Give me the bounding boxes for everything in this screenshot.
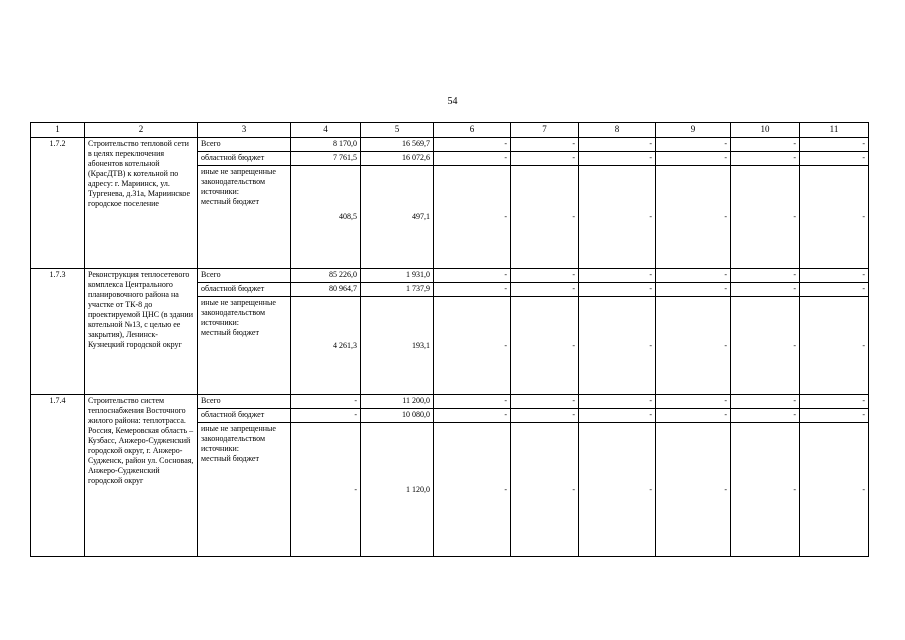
cell-value: - — [434, 297, 511, 395]
cell-value: - — [731, 297, 800, 395]
cell-value: - — [800, 152, 869, 166]
cell-value: - — [434, 395, 511, 409]
cell-value: - — [731, 283, 800, 297]
cell-value: - — [434, 152, 511, 166]
cell-value: - — [434, 269, 511, 283]
cell-value: - — [800, 138, 869, 152]
cell-value: - — [800, 423, 869, 557]
cell-value: 1 737,9 — [361, 283, 434, 297]
cell-value: - — [291, 423, 361, 557]
cell-value: - — [579, 283, 656, 297]
cell-value: - — [656, 423, 731, 557]
cell-value: - — [511, 152, 579, 166]
cell-value: - — [511, 395, 579, 409]
column-header-row — [31, 123, 869, 138]
cell-value: - — [731, 395, 800, 409]
cell-value: - — [579, 395, 656, 409]
column-header: 4 — [291, 123, 361, 138]
funding-source-label: местный бюджет — [201, 328, 259, 337]
cell-value: - — [656, 269, 731, 283]
cell-value: - — [511, 166, 579, 269]
funding-source — [198, 297, 291, 395]
cell-value: - — [731, 138, 800, 152]
cell-value: - — [656, 152, 731, 166]
cell-value: - — [434, 138, 511, 152]
cell-value: - — [800, 269, 869, 283]
cell-value: - — [434, 166, 511, 269]
item-name: Реконструкция теплосетевого комплекса Центрального планировочного района на участке от ТК-8 до проектируемой ЦНС (в здании котельной №13, с целью ее закрытия), Ленинск-Кузнецкий городской округ — [85, 269, 198, 395]
cell-value: 10 080,0 — [361, 409, 434, 423]
cell-value: - — [291, 409, 361, 423]
budget-table — [30, 122, 869, 557]
cell-value: - — [656, 283, 731, 297]
column-header: 11 — [800, 123, 869, 138]
funding-source: областной бюджет — [198, 283, 291, 297]
cell-value: - — [579, 166, 656, 269]
table-row — [31, 395, 869, 409]
cell-value: - — [656, 395, 731, 409]
cell-value: 1 120,0 — [361, 423, 434, 557]
column-header: 6 — [434, 123, 511, 138]
cell-value: - — [731, 152, 800, 166]
funding-source — [198, 423, 291, 557]
column-header: 10 — [731, 123, 800, 138]
column-header: 1 — [31, 123, 85, 138]
item-code: 1.7.2 — [31, 138, 85, 269]
funding-source-note: иные не запрещенные законодательством источники: — [201, 424, 276, 453]
funding-source: областной бюджет — [198, 152, 291, 166]
cell-value: 85 226,0 — [291, 269, 361, 283]
funding-source-label: местный бюджет — [201, 454, 259, 463]
funding-source: Всего — [198, 395, 291, 409]
cell-value: - — [731, 269, 800, 283]
cell-value: 193,1 — [361, 297, 434, 395]
page-number: 54 — [447, 96, 458, 107]
funding-source: областной бюджет — [198, 409, 291, 423]
cell-value: 80 964,7 — [291, 283, 361, 297]
cell-value: 16 569,7 — [361, 138, 434, 152]
cell-value: - — [511, 269, 579, 283]
cell-value: - — [511, 409, 579, 423]
column-header: 5 — [361, 123, 434, 138]
cell-value: - — [656, 297, 731, 395]
cell-value: - — [434, 283, 511, 297]
cell-value: - — [656, 166, 731, 269]
cell-value: - — [800, 395, 869, 409]
cell-value: - — [579, 423, 656, 557]
cell-value: - — [579, 138, 656, 152]
cell-value: - — [511, 138, 579, 152]
cell-value: 497,1 — [361, 166, 434, 269]
cell-value: - — [656, 138, 731, 152]
item-name: Строительство систем теплоснабжения Восточного жилого района: теплотрасса. Россия, Кемеровская область – Кузбасс, Анжеро-Судженский городской округ, г. Анжеро-Судженск, район ул. Сосновая, Анжеро-Судженский городской округ — [85, 395, 198, 557]
funding-source-label: местный бюджет — [201, 197, 259, 206]
column-header: 8 — [579, 123, 656, 138]
cell-value: 1 931,0 — [361, 269, 434, 283]
cell-value: 8 170,0 — [291, 138, 361, 152]
cell-value: - — [800, 297, 869, 395]
cell-value: 408,5 — [291, 166, 361, 269]
funding-source: Всего — [198, 138, 291, 152]
cell-value: - — [291, 395, 361, 409]
table-row — [31, 269, 869, 283]
cell-value: - — [579, 297, 656, 395]
cell-value: - — [511, 297, 579, 395]
cell-value: 7 761,5 — [291, 152, 361, 166]
cell-value: - — [800, 283, 869, 297]
cell-value: - — [579, 152, 656, 166]
item-code: 1.7.3 — [31, 269, 85, 395]
cell-value: - — [731, 423, 800, 557]
column-header: 9 — [656, 123, 731, 138]
cell-value: - — [800, 409, 869, 423]
item-name: Строительство тепловой сети в целях переключения абонентов котельной (КрасДТВ) к котельной по адресу: г. Мариинск, ул. Тургенева, д.31а, Мариинское городское поселение — [85, 138, 198, 269]
funding-source: Всего — [198, 269, 291, 283]
cell-value: - — [731, 409, 800, 423]
column-header: 7 — [511, 123, 579, 138]
cell-value: - — [511, 423, 579, 557]
item-code: 1.7.4 — [31, 395, 85, 557]
column-header: 3 — [198, 123, 291, 138]
cell-value: - — [800, 166, 869, 269]
cell-value: - — [434, 423, 511, 557]
cell-value: 4 261,3 — [291, 297, 361, 395]
cell-value: - — [579, 409, 656, 423]
funding-source — [198, 166, 291, 269]
cell-value: - — [434, 409, 511, 423]
cell-value: - — [579, 269, 656, 283]
cell-value: - — [731, 166, 800, 269]
column-header: 2 — [85, 123, 198, 138]
cell-value: - — [656, 409, 731, 423]
funding-source-note: иные не запрещенные законодательством источники: — [201, 298, 276, 327]
cell-value: - — [511, 283, 579, 297]
cell-value: 11 200,0 — [361, 395, 434, 409]
funding-source-note: иные не запрещенные законодательством источники: — [201, 167, 276, 196]
cell-value: 16 072,6 — [361, 152, 434, 166]
table-row — [31, 138, 869, 152]
